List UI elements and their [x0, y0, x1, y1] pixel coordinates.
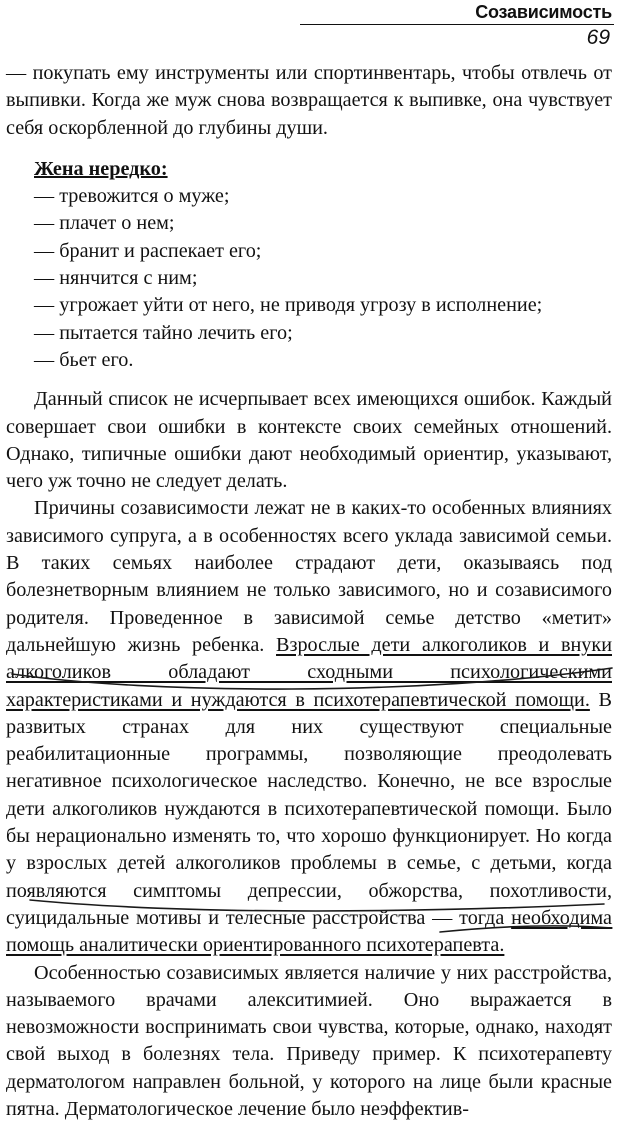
list-item: — плачет о нем;	[34, 210, 612, 237]
list-item: — бранит и распекает его;	[34, 238, 612, 265]
header-rule	[300, 24, 614, 25]
handwritten-underline-adult-children: Взрослые дети алкоголиков и внуки алкоголиков обладают сходными психологическими характеристиками и нуждаются в психотерапевтической помощи.	[6, 634, 612, 711]
list-item: — угрожает уйти от него, не приводя угрозу в исполнение;	[34, 292, 612, 319]
paragraph-text: Причины созависимости лежат не в каких-то особенных влияниях зависимого супруга, а в особенностях всего уклада зависимой семьи. В таких семьях наиболее страдают дети, оказываясь под болезнетворным влиянием не только зависимого, но и созависимого родителя. Проведенное в зависимой семье детство «метит» дальнейшую жизнь ребенка.	[6, 497, 612, 655]
paragraph-list-note: Данный список не исчерпывает всех имеющихся ошибок. Каждый совершает свои ошибки в контексте своих семейных отношений. Однако, типичные ошибки дают необходимый ориентир, указывают, чего уж точно не следует делать.	[6, 386, 612, 495]
body-text	[6, 60, 612, 1123]
list-item: — нянчится с ним;	[34, 265, 612, 292]
list-item: — пытается тайно лечить его;	[34, 320, 612, 347]
intro-paragraph: — покупать ему инструменты или спортинвентарь, чтобы отвлечь от выпивки. Когда же муж снова возвращается к выпивке, она чувствует себя оскорбленной до глубины души.	[6, 60, 612, 142]
wife-list-heading: Жена нередко:	[34, 156, 612, 183]
list-item: — бьет его.	[34, 347, 612, 374]
paragraph-text: В развитых странах для них существуют специальные реабилитационные программы, позволяющие преодолевать негативное психологическое наследство. Конечно, не все взрослые дети алкоголиков нуждаются в психотерапевтической помощи. Было бы нерационально изменять то, что хорошо функционирует. Но когда у взрослых детей алкоголиков проблемы в семье, с детьми, когда появляются симптомы депрессии, обжорства, похотливости, суицидальные мотивы и телесные расстройства — тогда	[6, 689, 612, 929]
list-item: — тревожится о муже;	[34, 183, 612, 210]
paragraph-codependency-causes	[6, 495, 612, 959]
page-number: 69	[587, 26, 610, 50]
paragraph-alexithymia: Особенностью созависимых является наличие у них расстройства, называемого врачами алекситимией. Оно выражается в невозможности воспринимать свои чувства, которые, однако, находят свой выход в болезнях тела. Приведу пример. К психотерапевту дерматологом направлен больной, у которого на лице были красные пятна. Дерматологическое лечение было неэффектив-	[6, 960, 612, 1123]
running-header: Созависимость	[475, 2, 612, 23]
wife-list	[34, 156, 612, 374]
handwritten-underline-psychotherapist: необходима помощь аналитически ориентированного психотерапевта.	[6, 907, 612, 956]
